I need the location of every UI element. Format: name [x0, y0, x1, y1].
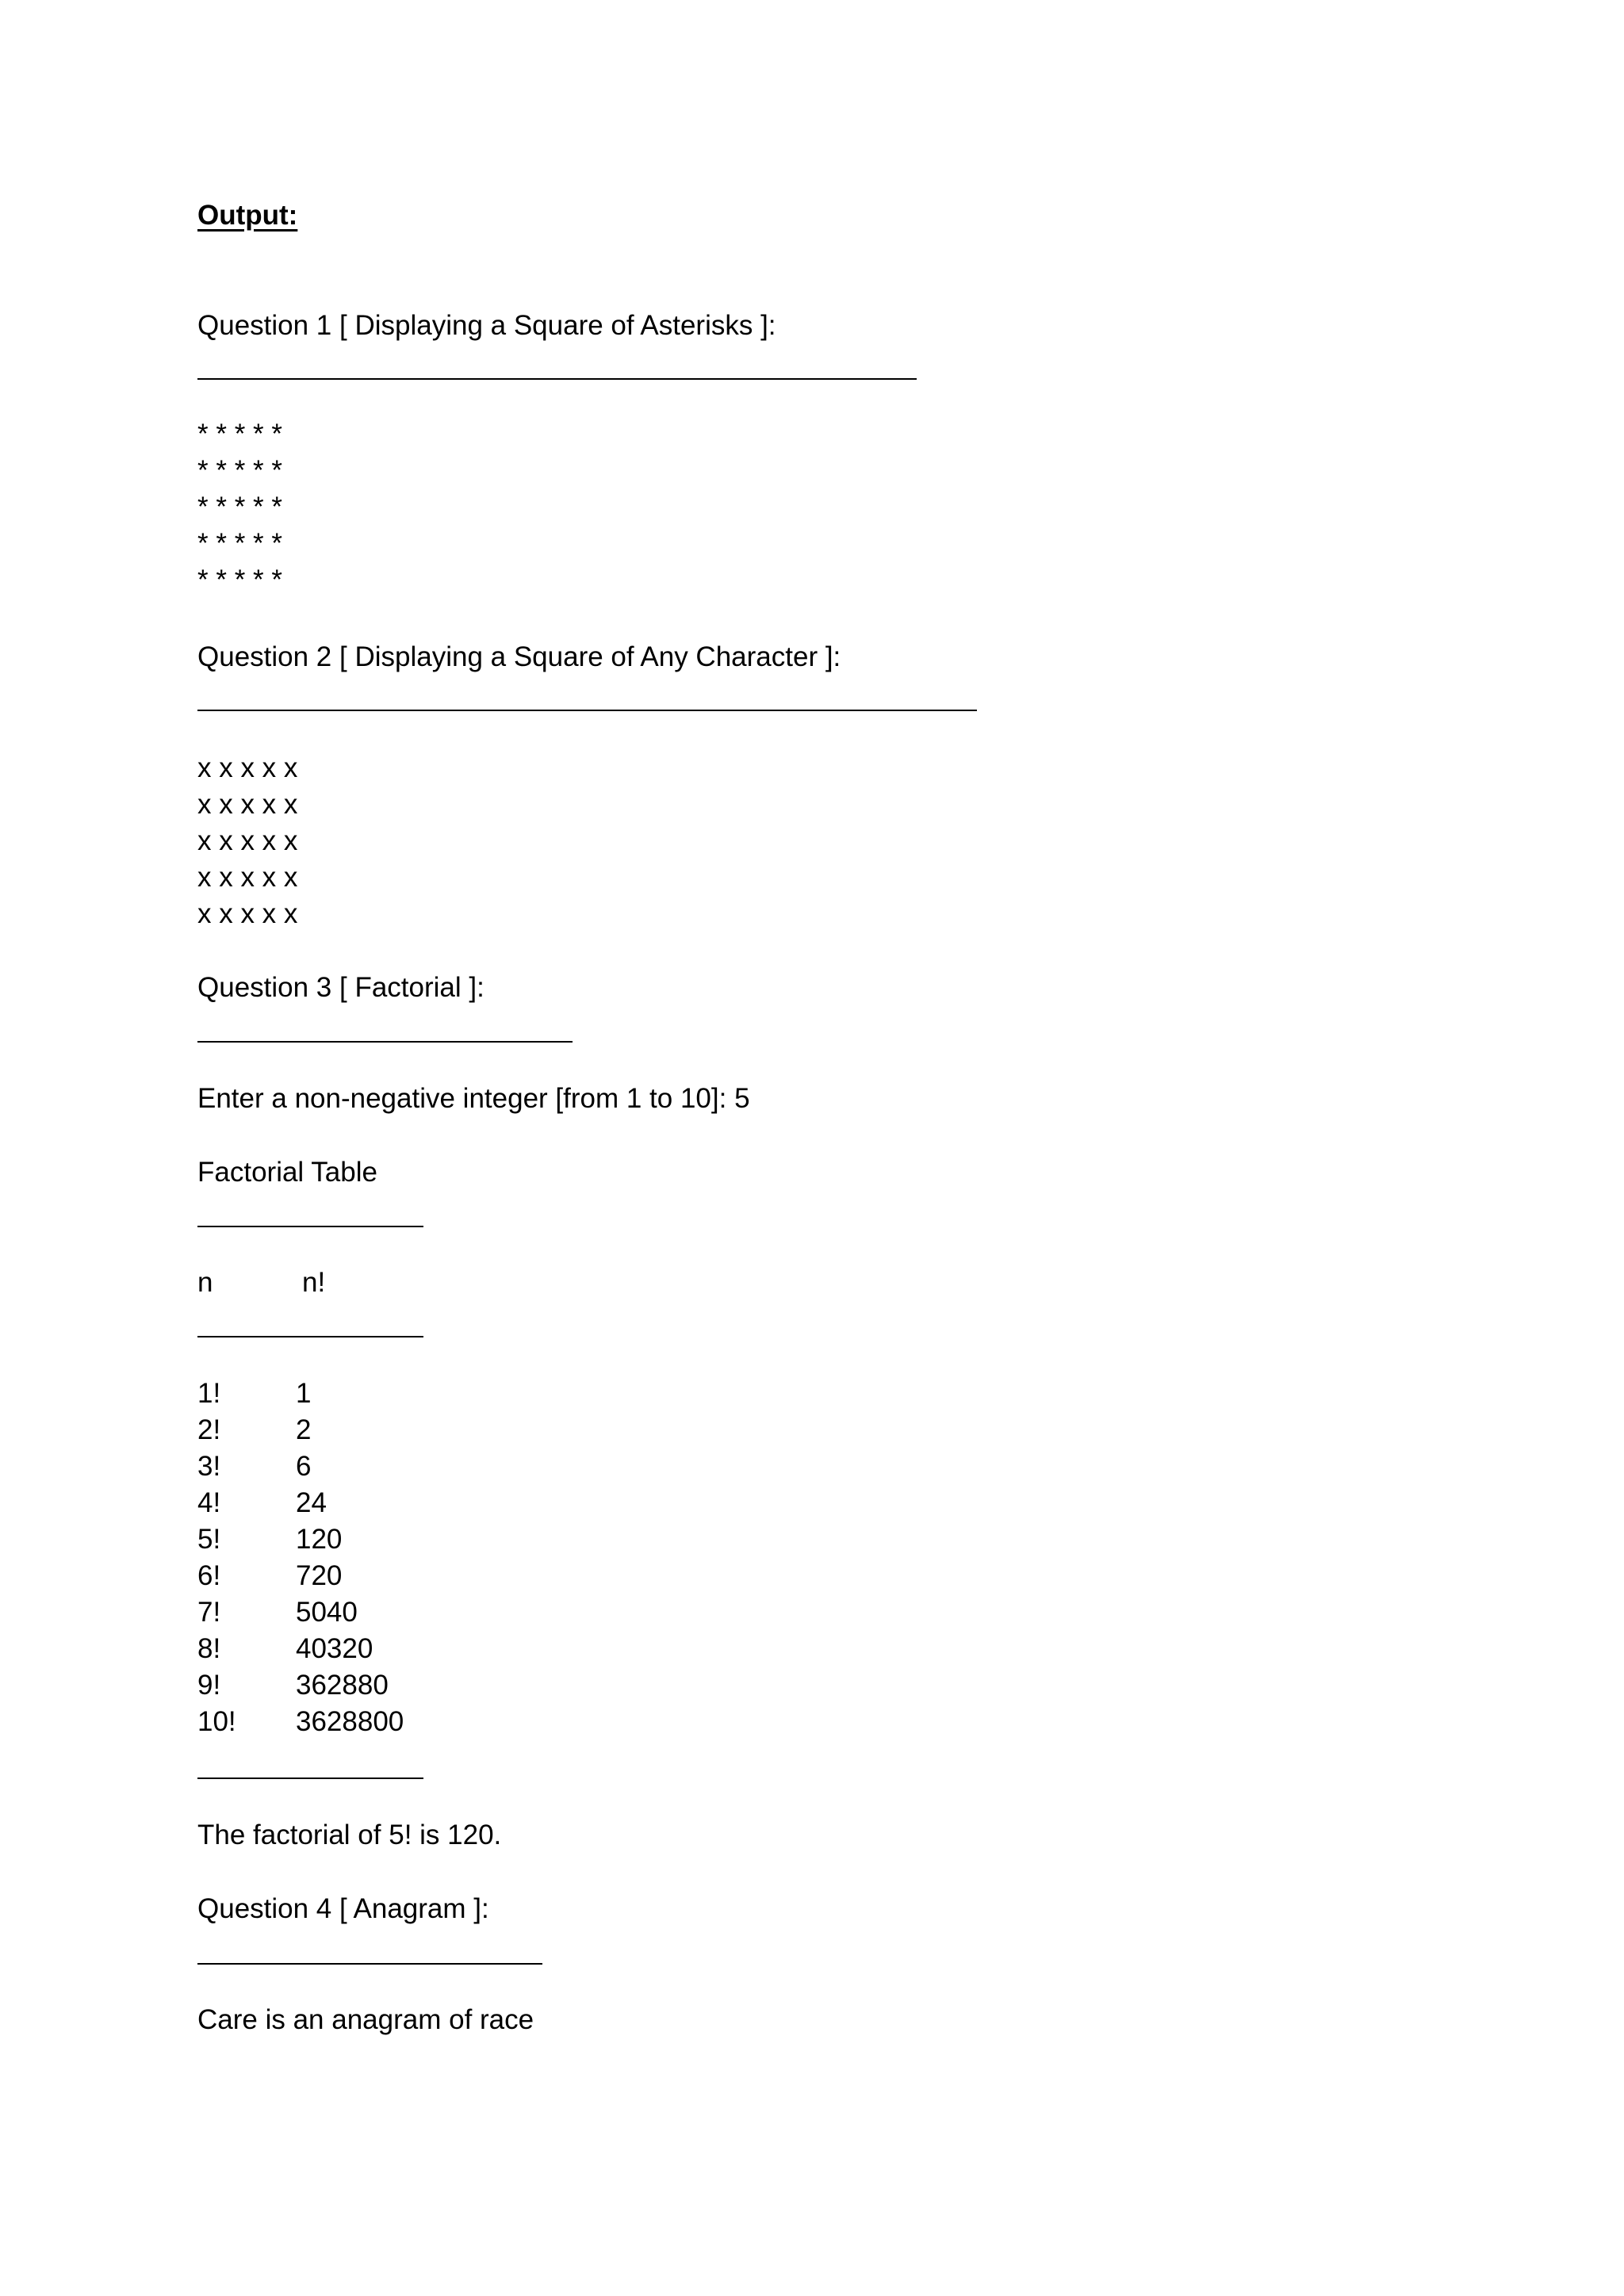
q1-underline	[197, 378, 917, 380]
q2-row: x x x x x	[197, 898, 298, 929]
table-row-value: 720	[296, 1560, 343, 1591]
table-row-value: 2	[296, 1414, 312, 1445]
q2-underline	[197, 710, 977, 711]
output-heading: Output:	[197, 200, 298, 231]
table-row-n: 1!	[197, 1378, 221, 1409]
q1-row: * * * * *	[197, 492, 282, 522]
table-row-value: 24	[296, 1487, 327, 1518]
table-title-underline	[197, 1226, 423, 1227]
q2-row: x x x x x	[197, 825, 298, 856]
q3-title: Question 3 [ Factorial ]:	[197, 972, 485, 1003]
column-header-n: n	[197, 1267, 213, 1298]
table-row-n: 10!	[197, 1706, 236, 1737]
q3-underline	[197, 1041, 573, 1043]
q1-row: * * * * *	[197, 564, 282, 595]
q2-row: x x x x x	[197, 789, 298, 820]
q2-row: x x x x x	[197, 862, 298, 893]
table-row-n: 7!	[197, 1597, 221, 1628]
q1-title: Question 1 [ Displaying a Square of Asterisks ]:	[197, 310, 776, 341]
table-row-value: 6	[296, 1451, 312, 1482]
table-row-value: 362880	[296, 1670, 389, 1701]
table-row-value: 120	[296, 1524, 343, 1555]
table-row-n: 5!	[197, 1524, 221, 1555]
q2-title: Question 2 [ Displaying a Square of Any Character ]:	[197, 641, 841, 672]
table-row-n: 6!	[197, 1560, 221, 1591]
table-row-n: 3!	[197, 1451, 221, 1482]
table-row-value: 5040	[296, 1597, 358, 1628]
q1-row: * * * * *	[197, 528, 282, 559]
q3-result: The factorial of 5! is 120.	[197, 1820, 502, 1850]
table-row-n: 4!	[197, 1487, 221, 1518]
table-row-n: 8!	[197, 1633, 221, 1664]
q2-row: x x x x x	[197, 752, 298, 783]
column-header-factorial: n!	[302, 1267, 326, 1298]
table-row-value: 3628800	[296, 1706, 404, 1737]
q1-row: * * * * *	[197, 419, 282, 450]
q4-title: Question 4 [ Anagram ]:	[197, 1893, 489, 1924]
table-bottom-rule	[197, 1777, 423, 1779]
table-row-value: 1	[296, 1378, 312, 1409]
q4-result: Care is an anagram of race	[197, 2004, 534, 2035]
table-header-underline	[197, 1336, 423, 1337]
table-row-n: 2!	[197, 1414, 221, 1445]
q4-underline	[197, 1963, 542, 1965]
table-row-n: 9!	[197, 1670, 221, 1701]
q1-row: * * * * *	[197, 455, 282, 486]
factorial-table-title: Factorial Table	[197, 1157, 377, 1188]
q3-prompt: Enter a non-negative integer [from 1 to 10]: 5	[197, 1083, 750, 1114]
table-row-value: 40320	[296, 1633, 373, 1664]
